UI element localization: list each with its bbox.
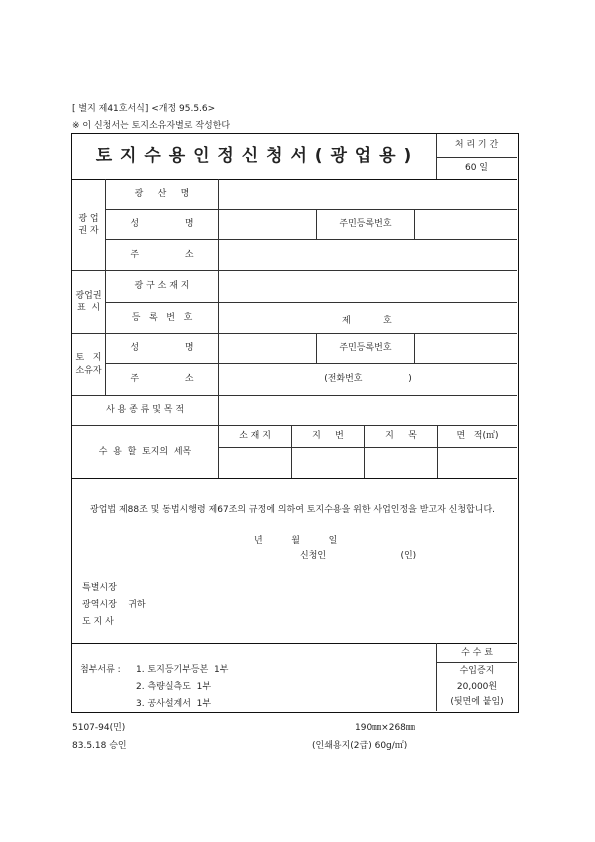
recipient-line-3: 도 지 사 <box>82 617 114 627</box>
form-title: 토 지 수 용 인 정 신 청 서 ( 광 업 용 ) <box>95 146 413 167</box>
mine-name-label: 광 산 명 <box>134 189 190 200</box>
purpose-label: 사 용 종 류 및 목 적 <box>105 405 185 416</box>
footer-paper: (인쇄용지(2급) 60g/㎡) <box>312 741 408 751</box>
owner-name-label: 성 명 <box>130 343 194 354</box>
attachments-label: 첨부서류 : <box>80 665 121 675</box>
owner-address-label: 주 소 <box>130 374 194 385</box>
miner-reg-no-label: 주민등록번호 <box>339 219 392 230</box>
footer-size: 190㎜×268㎜ <box>355 723 415 733</box>
registration-number-label: 등 록 번 호 <box>131 312 193 323</box>
mining-right-section-label: 광업권 표 시 <box>75 290 102 313</box>
land-col-area: 면 적(㎡) <box>456 431 499 442</box>
land-details-label: 수 용 할 토지의 세목 <box>98 446 192 457</box>
statement-body: 광업법 제88조 및 동법시행령 제67조의 규정에 의하여 토지수용을 위한 사업인정을 받고자 신청합니다. <box>90 505 495 515</box>
registration-je: 제 <box>342 316 351 326</box>
processing-period-value: 60 일 <box>464 163 488 174</box>
applicant-signature: 신청인 (인) <box>300 551 417 561</box>
attachment-item-1: 1. 토지등기부등본 1부 <box>136 665 229 675</box>
fee-stamp: 수입증지 <box>459 666 495 677</box>
footer-approval: 83.5.18 승인 <box>72 741 127 751</box>
attachment-item-3: 3. 공사설계서 1부 <box>136 699 212 709</box>
land-col-category: 지 목 <box>385 431 417 442</box>
statement-date: 년 월 일 <box>254 536 338 546</box>
processing-period-label: 처 리 기 간 <box>454 140 499 151</box>
recipient-line-1: 특별시장 <box>82 583 117 593</box>
owner-reg-no-label: 주민등록번호 <box>339 343 392 354</box>
form-reference: [ 별지 제41호서식] <개정 95.5.6> <box>72 104 216 114</box>
attachment-item-2: 2. 측량실측도 1부 <box>136 682 212 692</box>
land-col-lot-number: 지 번 <box>312 431 344 442</box>
fee-amount: 20,000원 <box>456 682 498 693</box>
fee-label: 수 수 료 <box>461 647 493 658</box>
mine-location-label: 광 구 소 재 지 <box>134 281 190 292</box>
land-col-location: 소 재 지 <box>239 431 271 442</box>
form-note: ※ 이 신청서는 토지소유자별로 작성한다 <box>72 121 231 131</box>
owner-phone-label: (전화번호 ) <box>324 374 412 385</box>
miner-address-label: 주 소 <box>130 249 194 260</box>
registration-ho: 호 <box>383 316 392 326</box>
fee-note: (뒷면에 붙임) <box>450 697 504 708</box>
miner-name-label: 성 명 <box>130 219 194 230</box>
miner-section-label: 광 업 권 자 <box>78 213 99 236</box>
land-owner-section-label: 토 지 소유자 <box>75 353 102 376</box>
footer-code: 5107-94(민) <box>72 723 126 733</box>
recipient-line-2: 광역시장 귀하 <box>82 600 146 610</box>
